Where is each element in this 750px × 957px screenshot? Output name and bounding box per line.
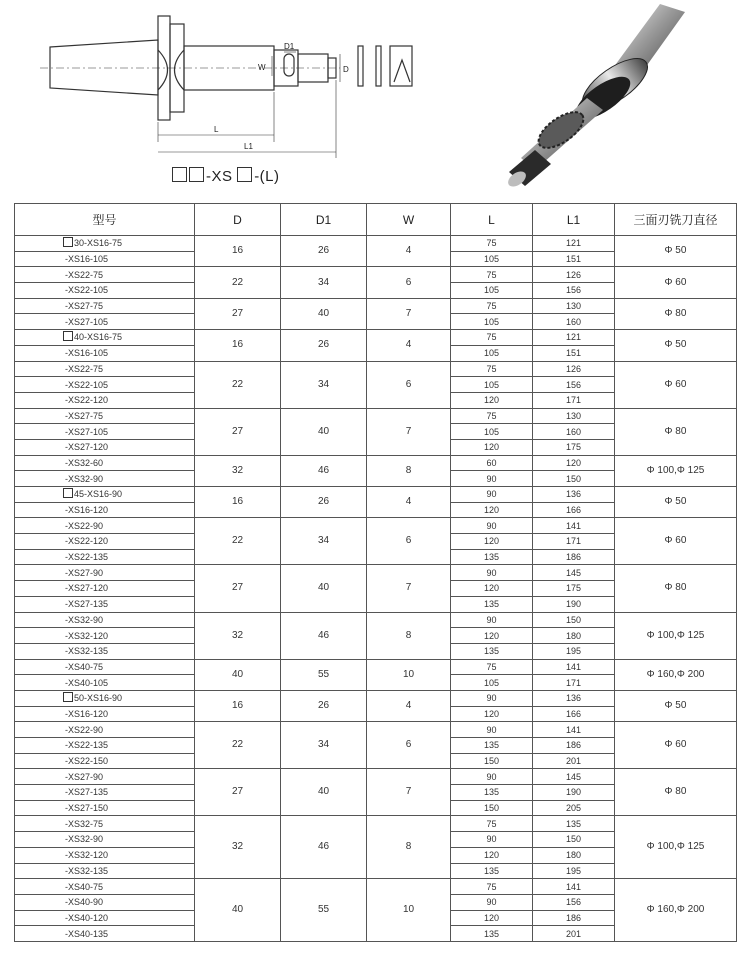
w-cell: 4 <box>367 330 451 361</box>
d-cell: 27 <box>195 769 281 816</box>
l1-cell: 180 <box>533 628 615 644</box>
w-cell: 6 <box>367 267 451 298</box>
l-cell: 135 <box>451 596 533 612</box>
l-cell: 135 <box>451 643 533 659</box>
w-cell: 8 <box>367 816 451 879</box>
l-cell: 135 <box>451 863 533 879</box>
l-cell: 75 <box>451 659 533 675</box>
model-cell <box>15 502 195 518</box>
model-code: -XS16-120 <box>65 708 109 719</box>
model-code: -XS32-135 <box>65 865 109 876</box>
model-cell <box>15 330 195 346</box>
model-cell <box>15 879 195 895</box>
table-row <box>15 298 737 314</box>
l1-cell: 171 <box>533 392 615 408</box>
l-cell: 120 <box>451 581 533 597</box>
cutter-diameter-cell: Φ 100,Φ 125 <box>615 455 737 486</box>
model-code: -XS22-90 <box>65 520 104 531</box>
model-cell <box>15 785 195 801</box>
model-code: -XS32-135 <box>65 646 109 657</box>
cutter-diameter-cell: Φ 50 <box>615 236 737 267</box>
model-cell <box>15 283 195 299</box>
model-code: -XS40-75 <box>65 881 104 892</box>
l-dim-label: L <box>214 125 219 134</box>
model-cell <box>15 910 195 926</box>
cutter-diameter-cell: Φ 50 <box>615 330 737 361</box>
w-cell: 4 <box>367 487 451 518</box>
d1-cell: 26 <box>281 330 367 361</box>
model-code: 50-XS16-90 <box>74 693 123 704</box>
l1-cell: 150 <box>533 832 615 848</box>
d-dim-label: D <box>343 65 349 74</box>
table-row <box>15 722 737 738</box>
l1-cell: 190 <box>533 596 615 612</box>
spec-table-body <box>15 236 737 942</box>
d1-cell: 55 <box>281 659 367 690</box>
placeholder-box <box>237 167 252 182</box>
l-cell: 105 <box>451 283 533 299</box>
model-cell <box>15 596 195 612</box>
l1-cell: 195 <box>533 643 615 659</box>
model-cell <box>15 659 195 675</box>
model-cell <box>15 392 195 408</box>
l1-cell: 135 <box>533 816 615 832</box>
model-code: -XS22-135 <box>65 740 109 751</box>
l-cell: 90 <box>451 518 533 534</box>
l-cell: 60 <box>451 455 533 471</box>
w-cell: 4 <box>367 236 451 267</box>
model-cell <box>15 408 195 424</box>
l-cell: 90 <box>451 471 533 487</box>
l1-cell: 145 <box>533 565 615 581</box>
header-w: W <box>367 204 451 236</box>
d1-cell: 26 <box>281 487 367 518</box>
l1-cell: 195 <box>533 863 615 879</box>
d-cell: 27 <box>195 298 281 329</box>
model-cell <box>15 267 195 283</box>
l-cell: 90 <box>451 565 533 581</box>
model-cell <box>15 439 195 455</box>
cutter-diameter-cell: Φ 60 <box>615 518 737 565</box>
d-cell: 16 <box>195 690 281 721</box>
l1-cell: 150 <box>533 471 615 487</box>
l1-cell: 136 <box>533 487 615 503</box>
table-row <box>15 455 737 471</box>
header-d: D <box>195 204 281 236</box>
model-code: -XS27-105 <box>65 316 109 327</box>
l-cell: 75 <box>451 361 533 377</box>
d1-cell: 46 <box>281 816 367 879</box>
model-code: -XS40-90 <box>65 897 104 908</box>
model-code: -XS22-120 <box>65 395 109 406</box>
header-l: L <box>451 204 533 236</box>
d-cell: 16 <box>195 330 281 361</box>
cutter-diameter-cell: Φ 60 <box>615 361 737 408</box>
l-cell: 135 <box>451 738 533 754</box>
model-code: -XS32-120 <box>65 630 109 641</box>
l1-cell: 166 <box>533 706 615 722</box>
l1-cell: 186 <box>533 549 615 565</box>
d1-cell: 26 <box>281 236 367 267</box>
model-cell <box>15 377 195 393</box>
l1-cell: 151 <box>533 345 615 361</box>
model-code: -XS22-75 <box>65 363 104 374</box>
model-code: -XS40-135 <box>65 928 109 939</box>
model-code: -XS22-120 <box>65 536 109 547</box>
w-cell: 8 <box>367 612 451 659</box>
table-row <box>15 769 737 785</box>
d1-cell: 40 <box>281 565 367 612</box>
d1-dim-label: D1 <box>284 42 295 51</box>
l-cell: 150 <box>451 753 533 769</box>
table-row <box>15 816 737 832</box>
model-cell <box>15 236 195 252</box>
model-code: -XS27-150 <box>65 803 109 814</box>
placeholder-box <box>63 237 73 247</box>
d-cell: 32 <box>195 816 281 879</box>
d1-cell: 55 <box>281 879 367 942</box>
model-code-format <box>172 167 280 185</box>
placeholder-box <box>63 331 73 341</box>
model-code: -XS16-105 <box>65 254 109 265</box>
table-row <box>15 518 737 534</box>
l-cell: 120 <box>451 502 533 518</box>
d-cell: 32 <box>195 612 281 659</box>
w-cell: 6 <box>367 722 451 769</box>
placeholder-box <box>63 488 73 498</box>
l1-cell: 166 <box>533 502 615 518</box>
l1-cell: 180 <box>533 847 615 863</box>
l1-cell: 190 <box>533 785 615 801</box>
table-row <box>15 408 737 424</box>
l-cell: 105 <box>451 314 533 330</box>
cutter-diameter-cell: Φ 100,Φ 125 <box>615 612 737 659</box>
model-cell <box>15 345 195 361</box>
model-code: -XS27-105 <box>65 426 109 437</box>
header-l1: L1 <box>533 204 615 236</box>
l-cell: 90 <box>451 832 533 848</box>
cutter-diameter-cell: Φ 80 <box>615 298 737 329</box>
model-code: -XS22-105 <box>65 379 109 390</box>
l1-cell: 160 <box>533 314 615 330</box>
w-cell: 10 <box>367 879 451 942</box>
w-cell: 6 <box>367 361 451 408</box>
w-cell: 7 <box>367 408 451 455</box>
l-cell: 120 <box>451 847 533 863</box>
d-cell: 40 <box>195 659 281 690</box>
d1-cell: 46 <box>281 455 367 486</box>
model-cell <box>15 769 195 785</box>
d-cell: 22 <box>195 722 281 769</box>
l1-cell: 151 <box>533 251 615 267</box>
model-cell <box>15 424 195 440</box>
d1-cell: 46 <box>281 612 367 659</box>
model-cell <box>15 832 195 848</box>
l-cell: 150 <box>451 800 533 816</box>
model-code: -XS22-90 <box>65 724 104 735</box>
model-code: -XS40-120 <box>65 912 109 923</box>
model-code: -XS22-75 <box>65 269 104 280</box>
model-cell <box>15 455 195 471</box>
l1-cell: 205 <box>533 800 615 816</box>
d-cell: 22 <box>195 518 281 565</box>
model-code: -XS32-60 <box>65 457 104 468</box>
l-cell: 105 <box>451 675 533 691</box>
model-code: -XS27-135 <box>65 599 109 610</box>
l-cell: 135 <box>451 549 533 565</box>
w-cell: 7 <box>367 298 451 329</box>
l-cell: 120 <box>451 910 533 926</box>
l1-cell: 141 <box>533 722 615 738</box>
d1-cell: 40 <box>281 769 367 816</box>
d-cell: 16 <box>195 487 281 518</box>
d1-cell: 34 <box>281 722 367 769</box>
model-code: -XS40-105 <box>65 677 109 688</box>
l-cell: 120 <box>451 706 533 722</box>
model-code: -XS27-120 <box>65 583 109 594</box>
model-cell <box>15 612 195 628</box>
l1-cell: 130 <box>533 408 615 424</box>
model-code: 30-XS16-75 <box>74 238 123 249</box>
placeholder-box <box>189 167 204 182</box>
w-cell: 6 <box>367 518 451 565</box>
model-cell <box>15 894 195 910</box>
model-code: -XS32-90 <box>65 834 104 845</box>
l-cell: 75 <box>451 330 533 346</box>
l-cell: 75 <box>451 298 533 314</box>
model-cell <box>15 800 195 816</box>
l1-cell: 156 <box>533 377 615 393</box>
model-cell <box>15 628 195 644</box>
model-code: -XS32-75 <box>65 818 104 829</box>
l-cell: 90 <box>451 894 533 910</box>
l1-cell: 186 <box>533 738 615 754</box>
d1-cell: 26 <box>281 690 367 721</box>
l1-cell: 150 <box>533 612 615 628</box>
header-cutter-diameter: 三面刃铣刀直径 <box>615 204 737 236</box>
l-cell: 75 <box>451 816 533 832</box>
l-cell: 90 <box>451 690 533 706</box>
model-code: -XS16-120 <box>65 505 109 516</box>
d-cell: 40 <box>195 879 281 942</box>
model-code: -XS32-90 <box>65 473 104 484</box>
cutter-diameter-cell: Φ 60 <box>615 267 737 298</box>
model-code: -XS27-75 <box>65 410 104 421</box>
model-code: -XS22-135 <box>65 552 109 563</box>
l1-cell: 186 <box>533 910 615 926</box>
w-cell: 7 <box>367 565 451 612</box>
l1-cell: 126 <box>533 361 615 377</box>
l1-cell: 160 <box>533 424 615 440</box>
d1-cell: 34 <box>281 518 367 565</box>
d1-cell: 34 <box>281 361 367 408</box>
l-cell: 90 <box>451 487 533 503</box>
model-code: -XS27-75 <box>65 301 104 312</box>
w-dim-label: W <box>258 63 266 72</box>
table-row <box>15 361 737 377</box>
model-code: -XS32-90 <box>65 614 104 625</box>
table-header-row <box>15 204 737 236</box>
d1-cell: 40 <box>281 408 367 455</box>
l1-dim-label: L1 <box>244 142 253 151</box>
cutter-diameter-cell: Φ 100,Φ 125 <box>615 816 737 879</box>
d-cell: 22 <box>195 267 281 298</box>
l-cell: 120 <box>451 392 533 408</box>
l-cell: 75 <box>451 236 533 252</box>
l1-cell: 145 <box>533 769 615 785</box>
cutter-diameter-cell: Φ 50 <box>615 487 737 518</box>
l1-cell: 121 <box>533 236 615 252</box>
l-cell: 120 <box>451 439 533 455</box>
model-cell <box>15 251 195 267</box>
code-tail: -(L) <box>254 168 280 185</box>
l-cell: 90 <box>451 612 533 628</box>
model-cell <box>15 643 195 659</box>
table-row <box>15 565 737 581</box>
l-cell: 90 <box>451 769 533 785</box>
l1-cell: 136 <box>533 690 615 706</box>
l1-cell: 171 <box>533 534 615 550</box>
model-cell <box>15 565 195 581</box>
l1-cell: 201 <box>533 926 615 942</box>
model-cell <box>15 690 195 706</box>
model-cell <box>15 471 195 487</box>
model-code: 45-XS16-90 <box>74 489 123 500</box>
model-cell <box>15 581 195 597</box>
l1-cell: 141 <box>533 518 615 534</box>
model-cell <box>15 926 195 942</box>
code-middle: -XS <box>206 168 233 185</box>
model-code: -XS22-150 <box>65 756 109 767</box>
table-row <box>15 690 737 706</box>
l1-cell: 156 <box>533 283 615 299</box>
placeholder-box <box>172 167 187 182</box>
table-row <box>15 330 737 346</box>
l1-cell: 156 <box>533 894 615 910</box>
table-row <box>15 267 737 283</box>
model-cell <box>15 675 195 691</box>
model-cell <box>15 361 195 377</box>
cutter-diameter-cell: Φ 80 <box>615 408 737 455</box>
model-code: -XS27-135 <box>65 787 109 798</box>
l-cell: 105 <box>451 251 533 267</box>
model-cell <box>15 738 195 754</box>
model-cell <box>15 847 195 863</box>
l1-cell: 126 <box>533 267 615 283</box>
model-code: -XS27-90 <box>65 771 104 782</box>
l-cell: 75 <box>451 408 533 424</box>
cutter-diameter-cell: Φ 160,Φ 200 <box>615 879 737 942</box>
placeholder-box <box>63 692 73 702</box>
table-row <box>15 487 737 503</box>
model-code: -XS27-120 <box>65 442 109 453</box>
w-cell: 10 <box>367 659 451 690</box>
table-row <box>15 236 737 252</box>
l-cell: 75 <box>451 879 533 895</box>
l-cell: 135 <box>451 926 533 942</box>
l1-cell: 175 <box>533 439 615 455</box>
model-cell <box>15 816 195 832</box>
model-cell <box>15 549 195 565</box>
l1-cell: 121 <box>533 330 615 346</box>
model-cell <box>15 518 195 534</box>
model-cell <box>15 487 195 503</box>
model-cell <box>15 706 195 722</box>
d1-cell: 34 <box>281 267 367 298</box>
d-cell: 16 <box>195 236 281 267</box>
w-cell: 7 <box>367 769 451 816</box>
d-cell: 22 <box>195 361 281 408</box>
l1-cell: 175 <box>533 581 615 597</box>
table-row <box>15 879 737 895</box>
model-code: 40-XS16-75 <box>74 332 123 343</box>
l-cell: 120 <box>451 628 533 644</box>
model-cell <box>15 863 195 879</box>
l-cell: 105 <box>451 424 533 440</box>
l-cell: 105 <box>451 377 533 393</box>
l1-cell: 171 <box>533 675 615 691</box>
model-code: -XS16-105 <box>65 348 109 359</box>
spec-table <box>14 203 737 942</box>
l1-cell: 130 <box>533 298 615 314</box>
model-cell <box>15 298 195 314</box>
l-cell: 75 <box>451 267 533 283</box>
l-cell: 120 <box>451 534 533 550</box>
model-cell <box>15 722 195 738</box>
header-d1: D1 <box>281 204 367 236</box>
model-cell <box>15 314 195 330</box>
cutter-diameter-cell: Φ 50 <box>615 690 737 721</box>
l1-cell: 141 <box>533 879 615 895</box>
cutter-diameter-cell: Φ 160,Φ 200 <box>615 659 737 690</box>
l-cell: 135 <box>451 785 533 801</box>
cutter-diameter-cell: Φ 80 <box>615 565 737 612</box>
l1-cell: 120 <box>533 455 615 471</box>
d-cell: 27 <box>195 565 281 612</box>
model-cell <box>15 534 195 550</box>
l-cell: 105 <box>451 345 533 361</box>
cutter-diameter-cell: Φ 80 <box>615 769 737 816</box>
model-cell <box>15 753 195 769</box>
model-code: -XS40-75 <box>65 661 104 672</box>
d1-cell: 40 <box>281 298 367 329</box>
header-model: 型号 <box>15 204 195 236</box>
arbor-product-photo <box>495 2 695 192</box>
cutter-diameter-cell: Φ 60 <box>615 722 737 769</box>
model-code: -XS32-120 <box>65 850 109 861</box>
model-code: -XS27-90 <box>65 567 104 578</box>
d-cell: 32 <box>195 455 281 486</box>
l1-cell: 141 <box>533 659 615 675</box>
w-cell: 4 <box>367 690 451 721</box>
arbor-technical-drawing <box>40 10 440 160</box>
table-row <box>15 659 737 675</box>
model-code: -XS22-105 <box>65 285 109 296</box>
w-cell: 8 <box>367 455 451 486</box>
l-cell: 90 <box>451 722 533 738</box>
l1-cell: 201 <box>533 753 615 769</box>
d-cell: 27 <box>195 408 281 455</box>
table-row <box>15 612 737 628</box>
